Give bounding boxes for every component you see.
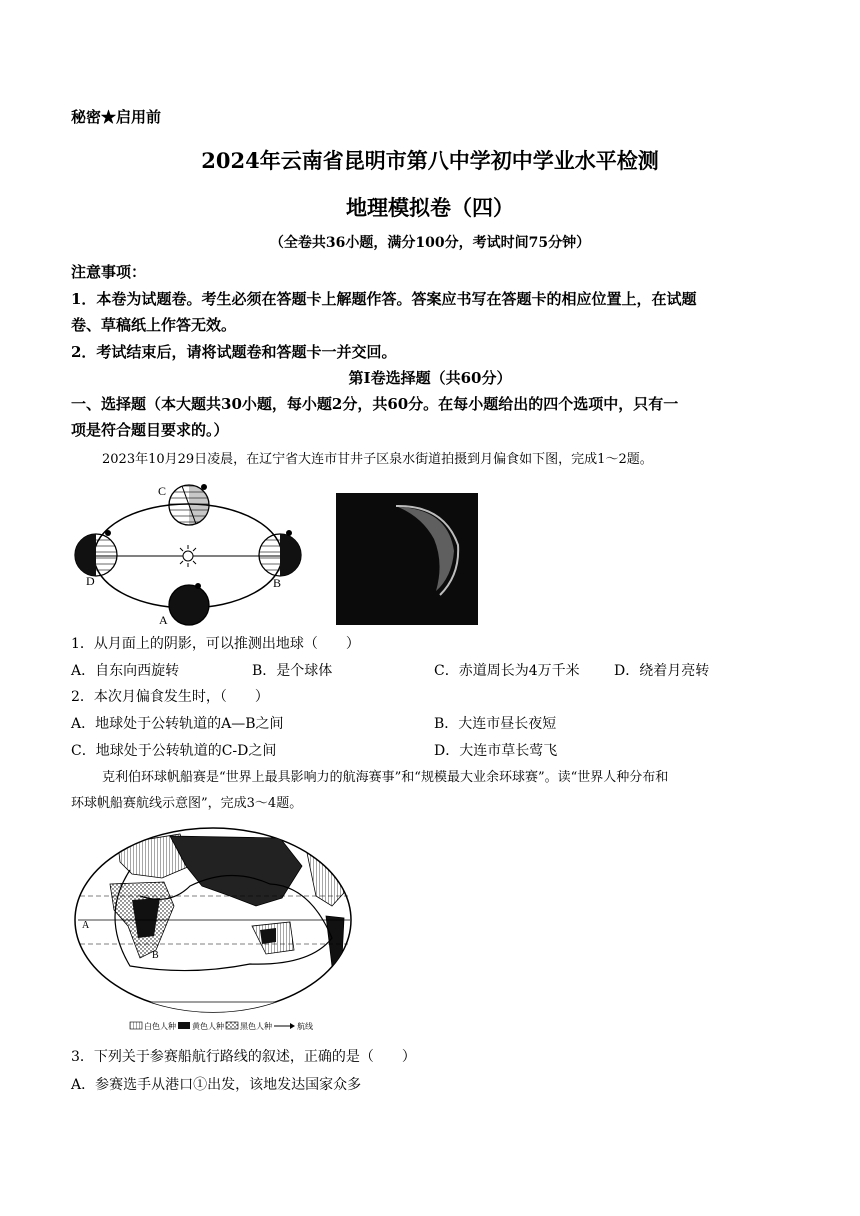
exam-info: （全卷共36小题，满分100分，考试时间75分钟） xyxy=(269,235,591,251)
label-a: A xyxy=(159,613,168,627)
section-instructions: 一、选择题（本大题共30小题，每小题2分，共60分。在每小题给出的四个选项中，只有一 xyxy=(71,395,679,413)
q1-stem: 1．从月面上的阴影，可以推测出地球（ ） xyxy=(71,636,360,652)
notice-item-2: 2．考试结束后，请将试题卷和答题卡一并交回。 xyxy=(71,343,397,361)
q1-option-d: D．绕着月亮转 xyxy=(614,663,710,679)
q1-option-a: A．自东向西旋转 xyxy=(71,663,180,679)
earth-position-a xyxy=(169,583,209,625)
label-d: D xyxy=(86,574,95,588)
legend-white: 白色人种 xyxy=(144,1022,176,1031)
q2-option-b: B．大连市昼长夜短 xyxy=(434,716,557,732)
map-label-b: B xyxy=(152,950,159,961)
map-label-a: A xyxy=(82,920,90,931)
legend-route: 航线 xyxy=(297,1022,313,1031)
q2-stem: 2．本次月偏食发生时，（ ） xyxy=(71,689,269,705)
earth-position-d xyxy=(75,530,117,576)
q3-stem: 3．下列关于参赛船航行路线的叙述，正确的是（ ） xyxy=(71,1049,416,1065)
context-1: 2023年10月29日凌晨，在辽宁省大连市甘井子区泉水街道拍摄到月偏食如下图，完成1～2题。 xyxy=(102,452,653,467)
page-subtitle: 地理模拟卷（四） xyxy=(346,195,514,220)
q3-option-a: A．参赛选手从港口①出发，该地发达国家众多 xyxy=(71,1077,362,1093)
lunar-eclipse-photo xyxy=(336,493,478,625)
secret-label: 秘密★启用前 xyxy=(71,108,162,126)
sun-icon xyxy=(177,545,199,567)
world-race-map xyxy=(70,826,356,1036)
label-c: C xyxy=(158,484,167,498)
part1-title: 第Ⅰ卷选择题（共60分） xyxy=(348,369,512,387)
earth-position-c xyxy=(169,484,209,525)
notice-heading: 注意事项： xyxy=(71,263,147,281)
q2-option-a: A．地球处于公转轨道的A—B之间 xyxy=(71,716,284,732)
map-legend xyxy=(130,1021,313,1031)
context-2: 克利伯环球帆船赛是“世界上最具影响力的航海赛事”和“规模最大业余环球赛”。读“世界人种分布和 xyxy=(102,770,669,785)
earth-position-b xyxy=(259,530,301,576)
notice-item-1: 1．本卷为试题卷。考生必须在答题卡上解题作答。答案应书写在答题卡的相应位置上，在试题 xyxy=(71,290,697,308)
earth-orbit-diagram xyxy=(70,477,310,629)
context-2-cont: 环球帆船赛航线示意图”，完成3～4题。 xyxy=(71,796,303,811)
q2-option-c: C．地球处于公转轨道的C-D之间 xyxy=(71,743,277,759)
legend-black: 黑色人种 xyxy=(240,1022,272,1031)
q1-option-c: C．赤道周长为4万千米 xyxy=(434,663,580,679)
page-title: 2024年云南省昆明市第八中学初中学业水平检测 xyxy=(201,148,659,173)
q1-option-b: B．是个球体 xyxy=(252,663,333,679)
notice-item-1-cont: 卷、草稿纸上作答无效。 xyxy=(71,316,237,334)
q2-option-d: D．大连市草长莺飞 xyxy=(434,743,558,759)
legend-yellow: 黄色人种 xyxy=(192,1022,224,1031)
label-b: B xyxy=(273,576,282,590)
section-instructions-cont: 项是符合题目要求的。） xyxy=(71,421,229,439)
